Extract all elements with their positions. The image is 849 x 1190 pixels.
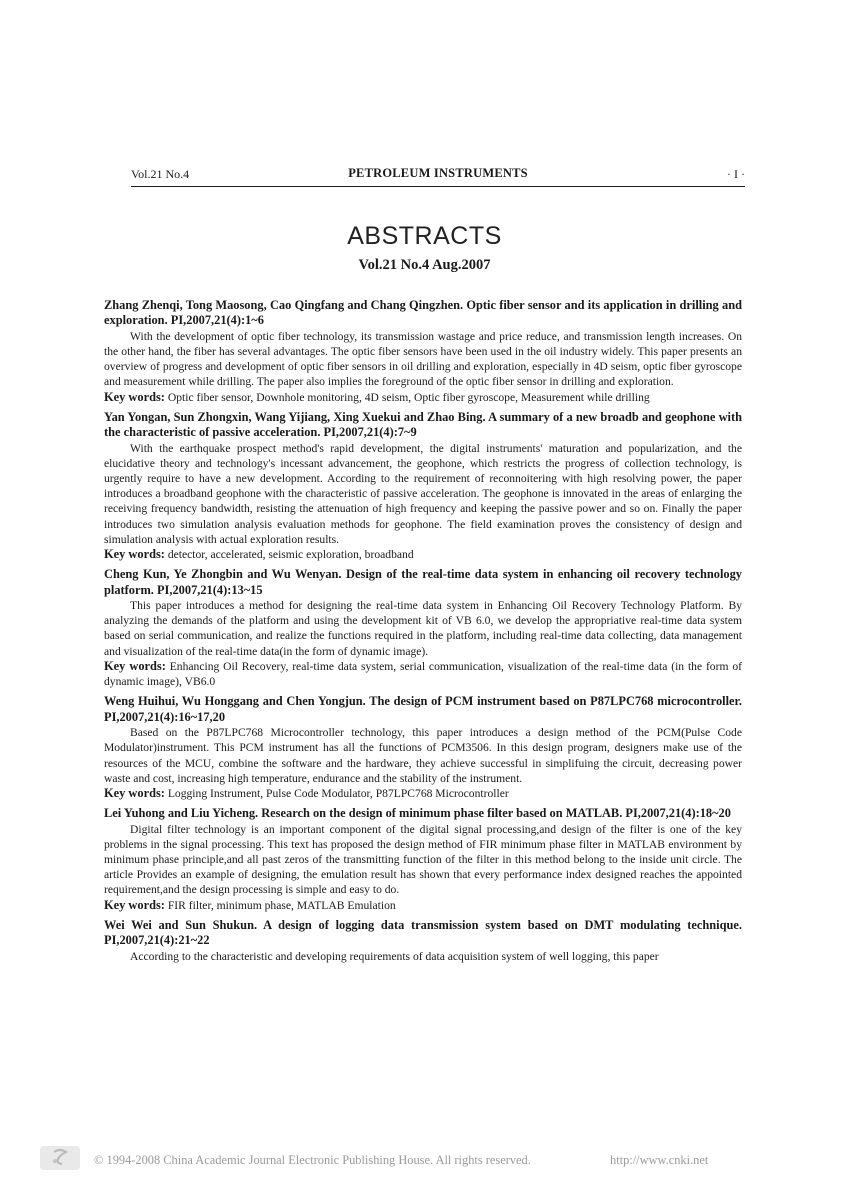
abstracts-list bbox=[104, 298, 742, 969]
abstract-entry bbox=[104, 410, 742, 562]
entry-keywords bbox=[104, 547, 742, 562]
running-head bbox=[131, 166, 745, 187]
issue-line: Vol.21 No.4 Aug.2007 bbox=[358, 257, 491, 273]
entry-citation: Yan Yongan, Sun Zhongxin, Wang Yijiang, Xing Xuekui and Zhao Bing. A summary of a new broadb and geophone with the characteristic of passive acceleration. PI,2007,21(4):7~9 bbox=[104, 409, 742, 440]
keywords-label: Key words: bbox=[104, 658, 166, 673]
entry-citation: Cheng Kun, Ye Zhongbin and Wu Wenyan. Design of the real-time data system in enhancing oil recovery technology platform. PI,2007,21(4):13~15 bbox=[104, 567, 742, 597]
keywords-text: Logging Instrument, Pulse Code Modulator, P87LPC768 Microcontroller bbox=[167, 786, 509, 800]
cnki-logo-icon-graphic bbox=[40, 1146, 80, 1170]
entry-keywords bbox=[104, 390, 742, 405]
keywords-label: Key words: bbox=[104, 547, 165, 562]
entry-abstract: With the earthquake prospect method's rapid development, the digital instruments' maturation and popularization, and the elucidative theory and technology's incessant advancement, the geophone, which restricts the progress of collection technology, is urgently require to have a new development. According to the requirement of reconnoitering with high resolving power, the paper introduces a broadband geophone with the characteristic of passive acceleration. The geophone is innovated in the areas of enlarging the receiving frequency bandwidth, resisting the attenuation of high frequency and keeping the passive power and so on. Finally the paper introduces two simulation analysis evaluation methods for geophone. The field examination proves the consistency of design and simulation analysis with actual exploration results. bbox=[104, 441, 742, 546]
keywords-text: FIR filter, minimum phase, MATLAB Emulation bbox=[167, 898, 396, 912]
entry-abstract: This paper introduces a method for designing the real-time data system in Enhancing Oil Recovery Technology Platform. By analyzing the demands of the platform and using the development kit of VB 6.0, we develop the appropriative real-time data system based on serial communication, and realize the functions required in the platform, including real-time data collecting, data management and visualization of the real-time data(in the form of dynamic image). bbox=[104, 599, 742, 658]
abstract-entry bbox=[104, 806, 742, 913]
entry-citation: Zhang Zhenqi, Tong Maosong, Cao Qingfang and Chang Qingzhen. Optic fiber sensor and its application in drilling and exploration. PI,2007,21(4):1~6 bbox=[104, 298, 742, 328]
entry-abstract: Based on the P87LPC768 Microcontroller technology, this paper introduces a design method of the PCM(Pulse Code Modulator)instrument. This PCM instrument has all the functions of PCM3506. In this design program, designers make use of the resources of the MCU, combine the software and the hardware, they achieve successful in simplifuing the circuit, decreasing power waste and cost, increasing high temperature, endurance and the stability of the instrument. bbox=[104, 726, 742, 785]
keywords-text: Enhancing Oil Recovery, real-time data system, serial communication, visualization of the real-time data (in the form of dynamic image), VB6.0 bbox=[104, 659, 742, 689]
abstract-entry bbox=[104, 694, 742, 801]
footer-url-link[interactable]: http://www.cnki.net bbox=[610, 1153, 709, 1167]
entry-citation: Weng Huihui, Wu Honggang and Chen Yongjun. The design of PCM instrument based on P87LPC768 microcontroller. PI,2007,21(4):16~17,20 bbox=[104, 694, 742, 724]
copyright-footer bbox=[40, 1146, 800, 1176]
running-head-volume: Vol.21 No.4 bbox=[131, 167, 190, 181]
cnki-logo-icon bbox=[40, 1146, 80, 1170]
abstract-entry bbox=[104, 298, 742, 405]
entry-citation: Wei Wei and Sun Shukun. A design of logging data transmission system based on DMT modulating technique. PI,2007,21(4):21~22 bbox=[104, 917, 742, 948]
page-title: ABSTRACTS bbox=[347, 222, 502, 250]
keywords-text: Optic fiber sensor, Downhole monitoring, 4D seism, Optic fiber gyroscope, Measurement while drilling bbox=[167, 390, 650, 404]
keywords-label: Key words: bbox=[104, 897, 165, 912]
entry-abstract: Digital filter technology is an important component of the digital signal processing,and design of the filter is one of the key problems in the signal processing. This text has proposed the design method of FIR minimum phase filter in MATLAB environment by minimum phase principle,and all past zeros of the transmitting function of the filter in this method belong to the inside unit circle. The article Provides an example of designing, the emulation result has shown that every performance index designed reaches the appointed requirement,and the design processing is simple and easy to do. bbox=[104, 822, 742, 897]
keywords-text: detector, accelerated, seismic exploration, broadband bbox=[167, 548, 414, 562]
abstract-entry bbox=[104, 918, 742, 964]
entry-keywords bbox=[104, 786, 742, 801]
entry-abstract: According to the characteristic and developing requirements of data acquisition system of well logging, this paper bbox=[130, 949, 659, 963]
running-head-journal: PETROLEUM INSTRUMENTS bbox=[348, 166, 528, 180]
keywords-label: Key words: bbox=[104, 785, 165, 800]
footer-copyright: © 1994-2008 China Academic Journal Electronic Publishing House. All rights reserved. bbox=[94, 1153, 531, 1167]
entry-citation: Lei Yuhong and Liu Yicheng. Research on the design of minimum phase filter based on MATLAB. PI,2007,21(4):18~20 bbox=[104, 806, 731, 821]
abstract-entry bbox=[104, 567, 742, 689]
running-head-page-number: · I · bbox=[727, 167, 745, 181]
entry-abstract: With the development of optic fiber technology, its transmission wastage and price reduce, and transmission length increases. On the other hand, the fiber has several advantages. The optic fiber sensors have been used in the oil industry widely. This paper presents an overview of progress and development of optic fiber sensors in oil drilling and exploration, especially in 4D seism, optic fiber gyroscope and measurement while drilling. The paper also implies the foreground of the optic fiber sensor in drilling and exploration. bbox=[104, 329, 742, 389]
keywords-label: Key words: bbox=[104, 389, 165, 404]
entry-keywords bbox=[104, 659, 742, 689]
entry-keywords bbox=[104, 898, 742, 913]
